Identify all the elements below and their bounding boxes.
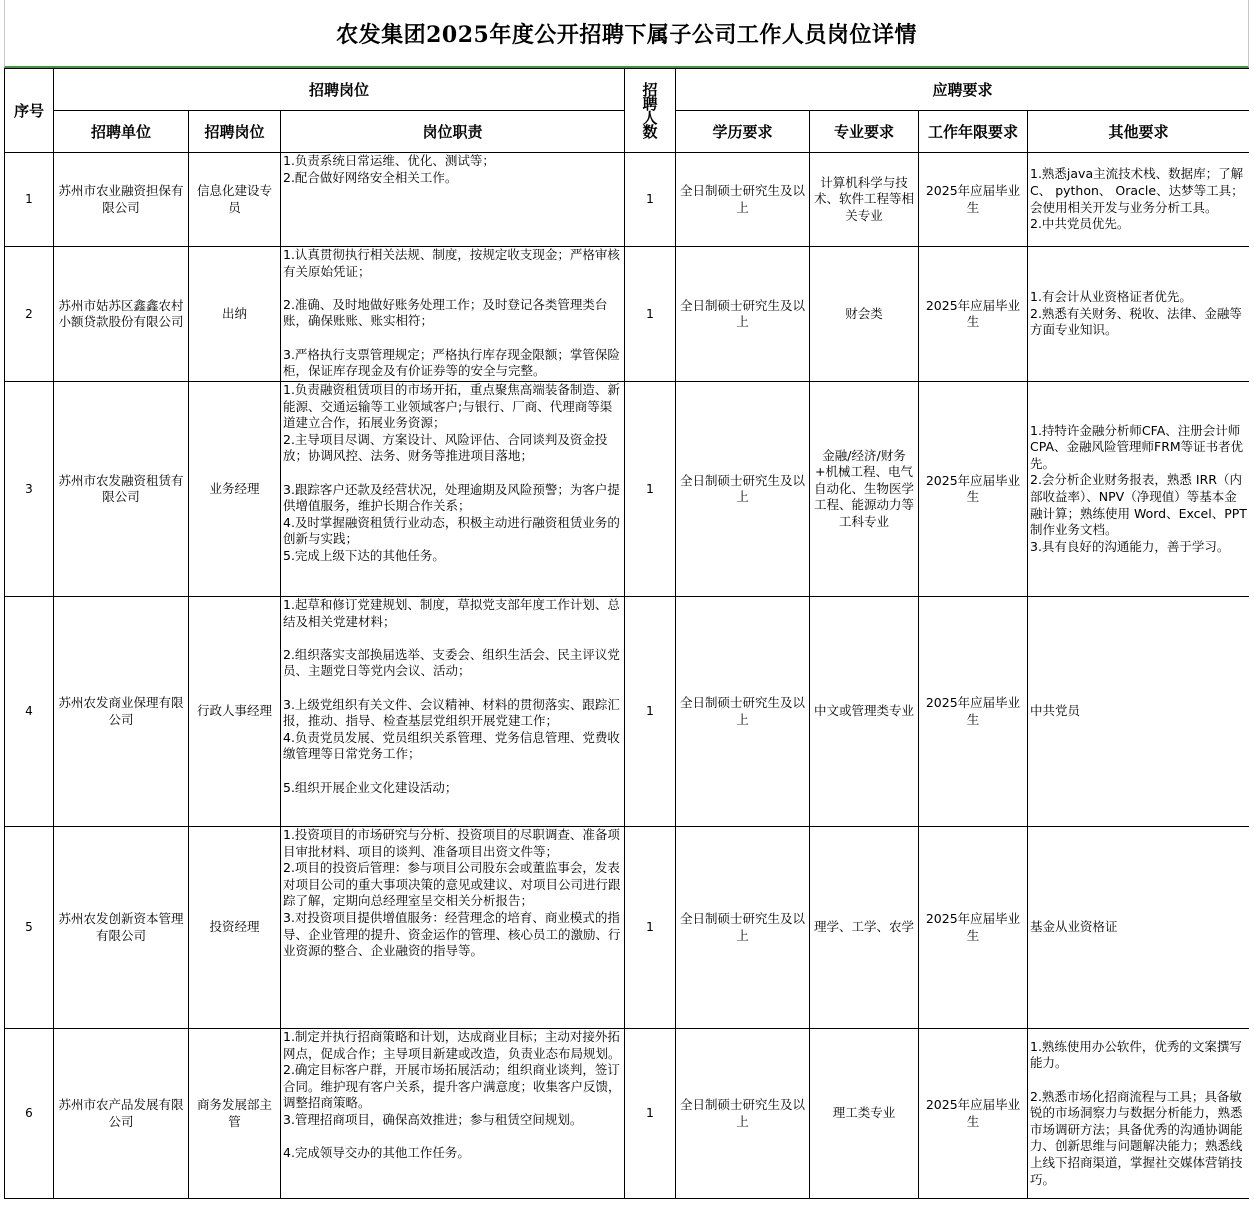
- cell-education[interactable]: 全日制硕士研究生及以上: [676, 247, 810, 382]
- cell-experience[interactable]: 2025年应届毕业生: [919, 247, 1028, 382]
- header-count[interactable]: [625, 69, 676, 153]
- cell-position[interactable]: 出纳: [189, 247, 281, 382]
- other-line: 3.具有良好的沟通能力，善于学习。: [1030, 538, 1230, 554]
- duty-line: 5.组织开展企业文化建设活动；: [283, 779, 458, 795]
- duty-line: [283, 630, 622, 647]
- table-row: [5, 153, 1250, 247]
- cell-unit[interactable]: 苏州市农业融资担保有限公司: [54, 153, 189, 247]
- header-position[interactable]: 招聘岗位: [189, 111, 281, 153]
- cell-duties[interactable]: [281, 1029, 625, 1199]
- header-education[interactable]: 学历要求: [676, 111, 810, 153]
- header-experience[interactable]: 工作年限要求: [919, 111, 1028, 153]
- cell-education[interactable]: 全日制硕士研究生及以上: [676, 827, 810, 1029]
- duty-line: 1.负责系统日常运维、优化、测试等；: [283, 153, 495, 168]
- duty-line: 3.跟踪客户还款及经营状况，处理逾期及风险预警；为客户提供增值服务，维护长期合作关系；: [283, 481, 620, 514]
- duty-line: [283, 1129, 622, 1146]
- cell-major[interactable]: 计算机科学与技术、软件工程等相关专业: [810, 153, 919, 247]
- duty-line: 1.投资项目的市场研究与分析、投资项目的尽职调查、准备项目审批材料、项目的谈判、准备项目出资文件等；: [283, 827, 620, 859]
- cell-education[interactable]: 全日制硕士研究生及以上: [676, 1029, 810, 1199]
- cell-experience[interactable]: 2025年应届毕业生: [919, 153, 1028, 247]
- cell-unit[interactable]: 苏州市农产品发展有限公司: [54, 1029, 189, 1199]
- page-title: 农发集团2025年度公开招聘下属子公司工作人员岗位详情: [336, 21, 917, 48]
- positions-table: [4, 68, 1250, 1199]
- cell-seq[interactable]: 2: [5, 247, 54, 382]
- cell-seq[interactable]: 6: [5, 1029, 54, 1199]
- other-line: 2.中共党员优先。: [1030, 216, 1130, 232]
- cell-position[interactable]: 投资经理: [189, 827, 281, 1029]
- header-group-positions[interactable]: 招聘岗位: [54, 69, 625, 111]
- cell-position[interactable]: 商务发展部主管: [189, 1029, 281, 1199]
- duty-line: 1.起草和修订党建规划、制度，草拟党支部年度工作计划、总结及相关党建材料；: [283, 597, 620, 629]
- cell-count[interactable]: 1: [625, 153, 676, 247]
- duty-line: [283, 465, 622, 482]
- duty-line: 4.完成领导交办的其他工作任务。: [283, 1145, 470, 1161]
- window-edge: [1249, 0, 1254, 1210]
- cell-count[interactable]: 1: [625, 827, 676, 1029]
- cell-education[interactable]: 全日制硕士研究生及以上: [676, 597, 810, 827]
- cell-education[interactable]: 全日制硕士研究生及以上: [676, 153, 810, 247]
- other-line: 1.熟练使用办公软件，优秀的文案撰写能力。: [1030, 1038, 1242, 1071]
- table-body: [5, 153, 1250, 1199]
- cell-duties[interactable]: [281, 153, 625, 247]
- cell-other[interactable]: [1028, 153, 1250, 247]
- header-major[interactable]: 专业要求: [810, 111, 919, 153]
- cell-major[interactable]: 理工类专业: [810, 1029, 919, 1199]
- other-line: 1.熟悉java主流技术栈、数据库；了解C、 python、 Oracle、达梦等工具；会使用相关开发与业务分析工具。: [1030, 166, 1244, 215]
- cell-duties[interactable]: [281, 597, 625, 827]
- cell-major[interactable]: 理学、工学、农学: [810, 827, 919, 1029]
- duty-line: 1.负责融资租赁项目的市场开拓，重点聚焦高端装备制造、新能源、交通运输等工业领域客户;与银行、厂商、代理商等渠道建立合作，拓展业务资源；: [283, 382, 620, 431]
- duty-line: 1.制定并执行招商策略和计划，达成商业目标；主动对接外拓网点，促成合作；主导项目新建或改造，负责业态布局规划。: [283, 1029, 621, 1061]
- header-count-text: 招聘人数: [642, 80, 658, 141]
- cell-unit[interactable]: 苏州农发商业保理有限公司: [54, 597, 189, 827]
- duty-line: 2.主导项目尽调、方案设计、风险评估、合同谈判及资金投放；协调风控、法务、财务等推进项目落地；: [283, 431, 608, 464]
- cell-experience[interactable]: 2025年应届毕业生: [919, 1029, 1028, 1199]
- duty-line: 5.完成上级下达的其他任务。: [283, 547, 445, 563]
- header-seq[interactable]: 序号: [5, 69, 54, 153]
- duty-line: 4.负责党员发展、党员组织关系管理、党务信息管理、党费收缴管理等日常党务工作；: [283, 729, 620, 762]
- cell-position[interactable]: 业务经理: [189, 382, 281, 597]
- table-row: [5, 597, 1250, 827]
- cell-duties[interactable]: [281, 247, 625, 382]
- cell-experience[interactable]: 2025年应届毕业生: [919, 382, 1028, 597]
- duty-line: 1.认真贯彻执行相关法规、制度，按规定收支现金；严格审核有关原始凭证；: [283, 247, 620, 279]
- cell-count[interactable]: 1: [625, 597, 676, 827]
- cell-seq[interactable]: 3: [5, 382, 54, 597]
- title-cell[interactable]: [4, 0, 1249, 68]
- cell-count[interactable]: 1: [625, 1029, 676, 1199]
- duty-line: 2.确定目标客户群，开展市场拓展活动；组织商业谈判，签订合同。维护现有客户关系，提升客户满意度；收集客户反馈，调整招商策略。: [283, 1062, 621, 1111]
- cell-experience[interactable]: 2025年应届毕业生: [919, 827, 1028, 1029]
- duty-line: 2.配合做好网络安全相关工作。: [283, 169, 458, 185]
- other-line: 中共党员: [1030, 703, 1081, 719]
- header-unit[interactable]: 招聘单位: [54, 111, 189, 153]
- cell-education[interactable]: 全日制硕士研究生及以上: [676, 382, 810, 597]
- duty-line: 2.准确、及时地做好账务处理工作；及时登记各类管理类台账，确保账账、账实相符；: [283, 296, 608, 329]
- cell-unit[interactable]: 苏州市姑苏区鑫鑫农村小额贷款股份有限公司: [54, 247, 189, 382]
- header-group-requirements[interactable]: 应聘要求: [676, 69, 1250, 111]
- cell-other[interactable]: [1028, 597, 1250, 827]
- table-row: [5, 247, 1250, 382]
- cell-unit[interactable]: 苏州农发创新资本管理有限公司: [54, 827, 189, 1029]
- cell-unit[interactable]: 苏州市农发融资租赁有限公司: [54, 382, 189, 597]
- duty-line: 3.管理招商项目，确保高效推进；参与租赁空间规划。: [283, 1111, 583, 1127]
- other-line: 2.熟悉市场化招商流程与工具；具备敏锐的市场洞察力与数据分析能力，熟悉市场调研方法；具备优秀的沟通协调能力、创新思维与问题解决能力；熟悉线上线下招商渠道，掌握社交媒体营销技巧。: [1030, 1088, 1243, 1187]
- duty-line: [283, 680, 622, 697]
- cell-duties[interactable]: [281, 827, 625, 1029]
- duty-line: 2.项目的投资后管理：参与项目公司股东会或董监事会，发表对项目公司的重大事项决策的意见或建议、对项目公司进行跟踪了解，定期向总经理室呈交相关分析报告；: [283, 860, 621, 909]
- cell-seq[interactable]: 4: [5, 597, 54, 827]
- cell-position[interactable]: 行政人事经理: [189, 597, 281, 827]
- duty-line: [283, 763, 622, 780]
- cell-seq[interactable]: 5: [5, 827, 54, 1029]
- other-line: 1.有会计从业资格证者优先。: [1030, 289, 1192, 305]
- cell-duties[interactable]: [281, 382, 625, 597]
- other-line: 1.持特许金融分析师CFA、注册会计师CPA、金融风险管理师FRM等证书者优先。: [1030, 422, 1244, 471]
- cell-other[interactable]: [1028, 1029, 1250, 1199]
- other-line: [1030, 1072, 1247, 1089]
- table-row: [5, 827, 1250, 1029]
- cell-other[interactable]: [1028, 382, 1250, 597]
- cell-count[interactable]: 1: [625, 247, 676, 382]
- other-line: 2.会分析企业财务报表，熟悉 IRR（内部收益率）、NPV（净现值）等基本金融计算；熟练使用 Word、Excel、PPT 制作业务文档。: [1030, 472, 1247, 538]
- duty-line: 3.上级党组织有关文件、会议精神、材料的贯彻落实、跟踪汇报，推动、指导、检查基层党组织开展党建工作；: [283, 696, 620, 729]
- other-line: 2.熟悉有关财务、税收、法律、金融等方面专业知识。: [1030, 305, 1242, 338]
- cell-position[interactable]: 信息化建设专员: [189, 153, 281, 247]
- duty-line: [283, 280, 622, 297]
- cell-major[interactable]: 中文或管理类专业: [810, 597, 919, 827]
- duty-line: 2.组织落实支部换届选举、支委会、组织生活会、民主评议党员、主题党日等党内会议、活动；: [283, 646, 620, 679]
- cell-major[interactable]: 财会类: [810, 247, 919, 382]
- table-row: [5, 1029, 1250, 1199]
- table-row: [5, 382, 1250, 597]
- cell-major[interactable]: 金融/经济/财务+机械工程、电气自动化、生物医学工程、能源动力等工科专业: [810, 382, 919, 597]
- header-duties[interactable]: 岗位职责: [281, 111, 625, 153]
- duty-line: 3.对投资项目提供增值服务：经营理念的培育、商业模式的指导、企业管理的提升、资金运作的管理、核心员工的激励、行业资源的整合、企业融资的指导等。: [283, 909, 621, 959]
- duty-line: [283, 330, 622, 347]
- cell-experience[interactable]: 2025年应届毕业生: [919, 597, 1028, 827]
- cell-seq[interactable]: 1: [5, 153, 54, 247]
- cell-other[interactable]: [1028, 827, 1250, 1029]
- cell-other[interactable]: [1028, 247, 1250, 382]
- duty-line: 4.及时掌握融资租赁行业动态，积极主动进行融资租赁业务的创新与实践；: [283, 514, 620, 547]
- header-other[interactable]: 其他要求: [1028, 111, 1250, 153]
- cell-count[interactable]: 1: [625, 382, 676, 597]
- duty-line: 3.严格执行支票管理规定；严格执行库存现金限额；掌管保险柜，保证库存现金及有价证券等的安全与完整。: [283, 346, 620, 379]
- other-line: 基金从业资格证: [1030, 919, 1118, 935]
